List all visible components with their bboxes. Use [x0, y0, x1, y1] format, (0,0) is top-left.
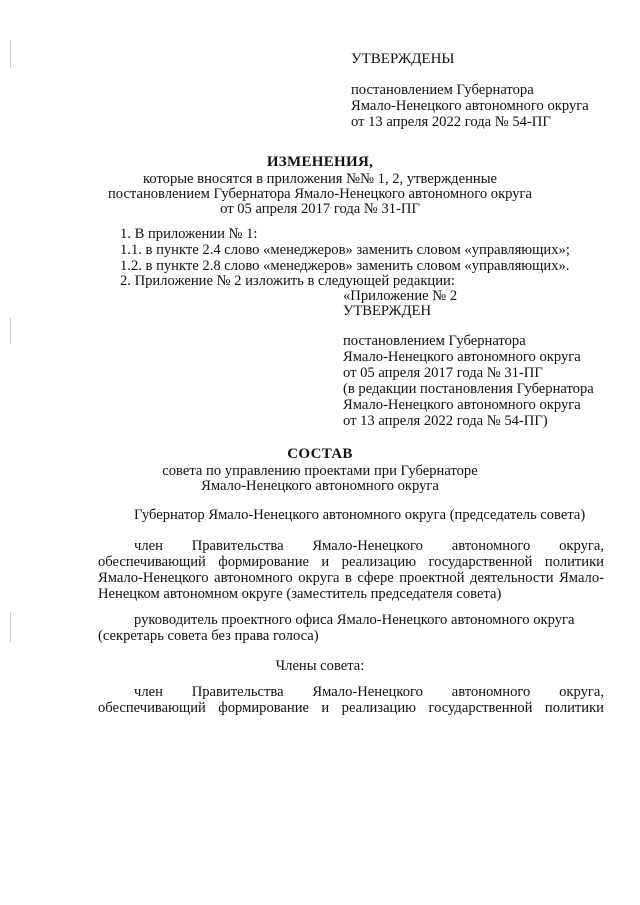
scan-artifact — [10, 612, 11, 642]
approval-line-2: Ямало-Ненецкого автономного округа — [351, 98, 589, 114]
appendix-label: «Приложение № 2 — [343, 288, 458, 304]
scan-artifact — [10, 318, 11, 344]
members-heading: Члены совета: — [275, 658, 365, 674]
deputy-entry-line-1: член Правительства Ямало-Ненецкого автономного округа, — [134, 538, 604, 554]
deputy-entry-line-2: обеспечивающий формирование и реализацию государственной политики — [98, 554, 604, 570]
appendix-line-2: Ямало-Ненецкого автономного округа — [343, 349, 581, 365]
appendix-line-4: (в редакции постановления Губернатора — [343, 381, 594, 397]
member-entry-line-2: обеспечивающий формирование и реализацию государственной политики — [98, 700, 604, 716]
composition-subtitle-2: Ямало-Ненецкого автономного округа — [201, 478, 439, 494]
secretary-entry-line-2: (секретарь совета без права голоса) — [98, 628, 319, 644]
appendix-heading: УТВЕРЖДЕН — [343, 303, 431, 319]
scan-artifact — [10, 40, 11, 68]
secretary-entry-line-1: руководитель проектного офиса Ямало-Ненецкого автономного округа — [134, 612, 575, 628]
changes-subtitle-3: от 05 апреля 2017 года № 31-ПГ — [220, 201, 420, 217]
approval-heading: УТВЕРЖДЕНЫ — [351, 51, 455, 67]
appendix-line-1: постановлением Губернатора — [343, 333, 526, 349]
item-1: 1. В приложении № 1: — [120, 226, 258, 242]
deputy-entry-line-3: Ямало-Ненецкого автономного округа в сфере проектной деятельности Ямало- — [98, 570, 604, 586]
composition-subtitle-1: совета по управлению проектами при Губернаторе — [162, 463, 478, 479]
approval-line-3: от 13 апреля 2022 года № 54-ПГ — [351, 114, 551, 130]
changes-subtitle-1: которые вносятся в приложения №№ 1, 2, утвержденные — [143, 171, 497, 187]
item-1-2: 1.2. в пункте 2.8 слово «менеджеров» заменить словом «управляющих». — [120, 258, 570, 274]
chair-entry: Губернатор Ямало-Ненецкого автономного округа (председатель совета) — [134, 507, 586, 523]
appendix-line-6: от 13 апреля 2022 года № 54-ПГ) — [343, 413, 548, 429]
changes-title: ИЗМЕНЕНИЯ, — [266, 154, 374, 170]
appendix-line-3: от 05 апреля 2017 года № 31-ПГ — [343, 365, 543, 381]
deputy-entry-line-4: Ненецком автономном округе (заместитель председателя совета) — [98, 586, 502, 602]
changes-subtitle-2: постановлением Губернатора Ямало-Ненецкого автономного округа — [107, 186, 533, 202]
item-2: 2. Приложение № 2 изложить в следующей редакции: — [120, 273, 455, 289]
appendix-line-5: Ямало-Ненецкого автономного округа — [343, 397, 581, 413]
member-entry-line-1: член Правительства Ямало-Ненецкого автономного округа, — [134, 684, 604, 700]
composition-title: СОСТАВ — [287, 446, 353, 462]
item-1-1: 1.1. в пункте 2.4 слово «менеджеров» заменить словом «управляющих»; — [120, 242, 570, 258]
approval-line-1: постановлением Губернатора — [351, 82, 534, 98]
